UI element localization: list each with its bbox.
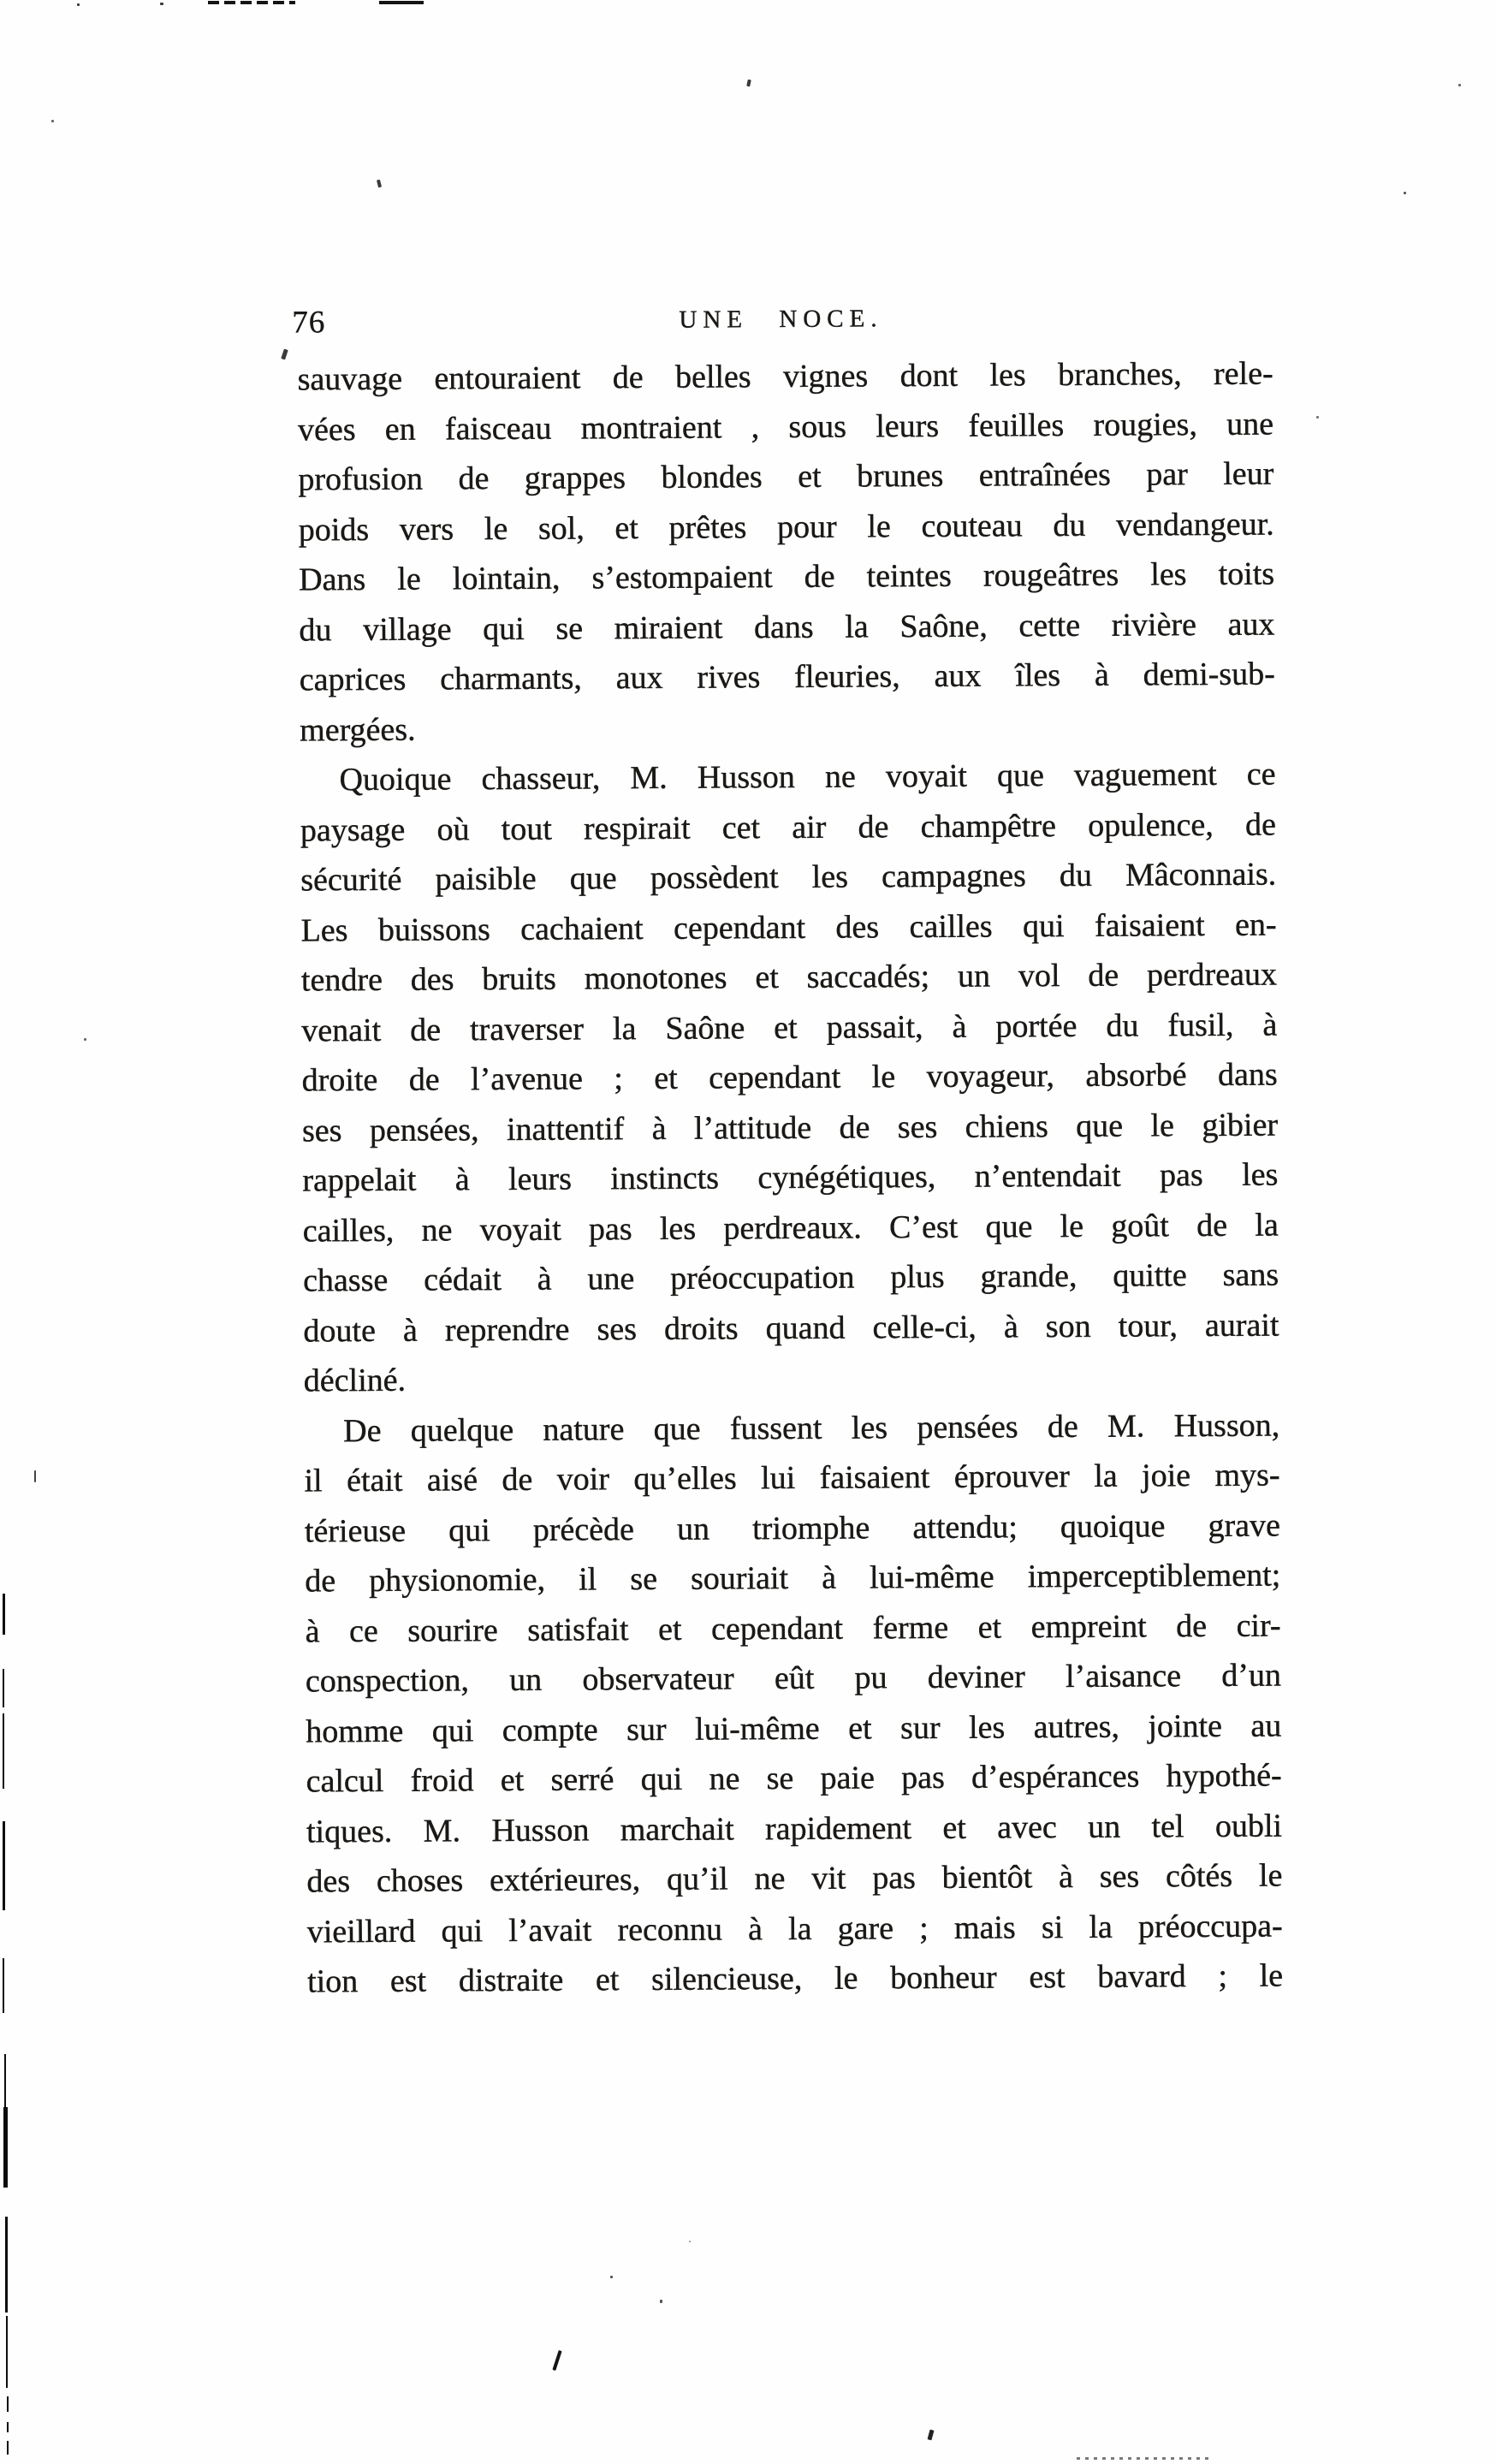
running-title: UNE NOCE. — [679, 305, 883, 334]
scan-edge-artifact — [379, 1, 424, 4]
text-line: poids vers le sol, et prêtes pour le couteau du vendangeur. — [298, 506, 1274, 548]
scan-speck — [928, 2430, 935, 2441]
text-line: tiques. M. Husson marchait rapidement et avec un tel oubli — [306, 1808, 1283, 1849]
scan-speck — [377, 180, 382, 188]
text-line: il était aisé de voir qu’elles lui faisaient éprouver la joie mys- — [304, 1457, 1280, 1499]
page-header — [292, 299, 1273, 344]
text-line: tion est distraite et silencieuse, le bonheur est bavard ; le — [306, 1957, 1284, 2000]
scan-speck — [160, 3, 163, 5]
scan-spine-line — [5, 2217, 8, 2313]
text-line: mergées. — [300, 711, 416, 748]
scan-spine-line — [3, 1669, 4, 1707]
scan-speck — [51, 120, 54, 122]
text-line: tendre des bruits monotones et saccadés; un vol de perdreaux — [300, 956, 1278, 999]
text-line: Les buissons cachaient cependant des cailles qui faisaient en- — [300, 906, 1277, 948]
page-number: 76 — [292, 305, 326, 341]
text-line: vées en faisceau montraient , sous leurs feuilles rougies, une — [297, 406, 1274, 448]
scan-speck — [552, 2350, 561, 2371]
text-line: térieuse qui précède un triomphe attendu; quoique grave — [304, 1507, 1281, 1549]
text-line: des choses extérieures, qu’il ne vit pas bientôt à ses côtés le — [306, 1857, 1283, 1900]
text-line: paysage où tout respirait cet air de champêtre opulence, de — [300, 806, 1277, 848]
scan-speck — [746, 80, 751, 87]
text-line: à ce sourire satisfait et cependant ferme et empreint de cir- — [305, 1607, 1281, 1649]
text-line: rappelait à leurs instincts cynégétiques, n’entendait pas les — [302, 1156, 1279, 1199]
scan-speck — [34, 1470, 36, 1482]
scan-speck — [281, 349, 288, 360]
scan-edge-artifact — [1077, 2457, 1210, 2460]
scan-spine-line — [3, 1713, 4, 1789]
scan-edge-artifact — [208, 1, 295, 4]
text-line: droite de l’avenue ; et cependant le voyageur, absorbé dans — [301, 1056, 1278, 1099]
scan-speck — [689, 2241, 691, 2242]
scan-spine-line — [3, 1821, 5, 1910]
text-line: cailles, ne voyait pas les perdreaux. C’est que le goût de la — [302, 1207, 1279, 1249]
text-line: chasse cédait à une préoccupation plus grande, quitte sans — [302, 1256, 1279, 1299]
text-line: profusion de grappes blondes et brunes entraînées par leur — [298, 455, 1274, 498]
scan-speck — [1316, 416, 1319, 419]
text-line: du village qui se miraient dans la Saône, cette rivière aux — [299, 606, 1275, 648]
page-content — [292, 299, 1284, 2007]
scan-spine-line — [3, 1958, 4, 2013]
scan-speck — [1458, 84, 1461, 86]
scan-spine-line — [6, 2316, 8, 2388]
text-line: sécurité paisible que possèdent les campagnes du Mâconnais. — [300, 856, 1277, 899]
scan-spine-line — [3, 1594, 5, 1635]
text-line: Dans le lointain, s’estompaient de teintes rougeâtres les toits — [298, 555, 1275, 598]
scan-spine-line — [7, 2422, 9, 2432]
text-line: doute à reprendre ses droits quand celle-ci, à son tour, aurait — [303, 1307, 1279, 1349]
scan-speck — [77, 3, 80, 6]
text-line: venait de traverser la Saône et passait, à portée du fusil, à — [301, 1006, 1278, 1048]
text-block — [298, 349, 1284, 2007]
scan-speck — [84, 1038, 86, 1041]
scan-speck — [660, 2300, 662, 2303]
scan-spine-line — [3, 2107, 8, 2188]
text-line: Quoique chasseur, M. Husson ne voyait que vaguement ce — [339, 756, 1276, 799]
text-line: conspection, un observateur eût pu deviner l’aisance d’un — [305, 1657, 1282, 1700]
text-line: De quelque nature que fussent les pensées de M. Husson, — [343, 1407, 1280, 1449]
text-line: homme qui compte sur lui-même et sur les autres, jointe au — [306, 1707, 1282, 1749]
scan-speck — [1404, 192, 1406, 194]
text-line: calcul froid et serré qui ne se paie pas d’espérances hypothé- — [306, 1757, 1282, 1800]
scan-spine-line — [7, 2396, 9, 2412]
text-line: de physionomie, il se souriait à lui-même imperceptiblement; — [305, 1557, 1281, 1600]
text-line: décliné. — [303, 1362, 407, 1399]
text-line: sauvage entouraient de belles vignes dont les branches, rele- — [297, 355, 1273, 398]
text-line: vieillard qui l’avait reconnu à la gare ; mais si la préoccupa- — [306, 1907, 1283, 1950]
text-line: ses pensées, inattentif à l’attitude de ses chiens que le gibier — [301, 1107, 1279, 1149]
scan-spine-line — [7, 2441, 9, 2455]
text-line: caprices charmants, aux rives fleuries, aux îles à demi-sub- — [299, 656, 1275, 698]
scan-speck — [610, 2276, 613, 2278]
